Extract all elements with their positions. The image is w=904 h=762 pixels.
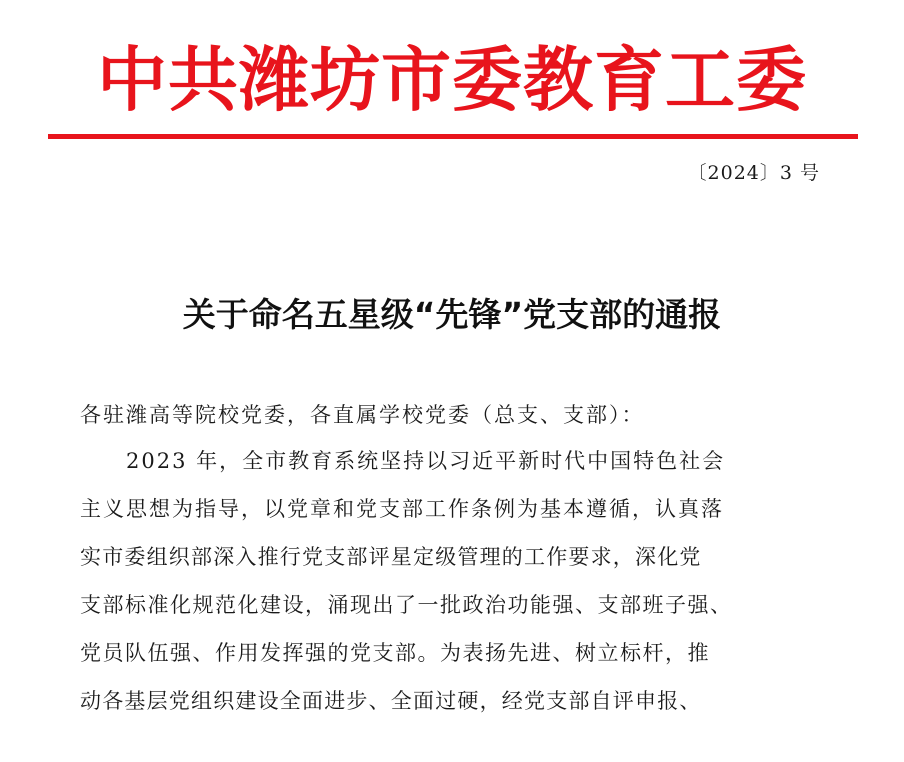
body-text-line: 动各基层党组织建设全面进步、全面过硬，经党支部自评申报、 xyxy=(80,689,702,713)
salutation: 各驻潍高等院校党委，各直属学校党委（总支、支部）： xyxy=(80,403,645,427)
body-text-line: 支部标准化规范化建设，涌现出了一批政治功能强、支部班子强、 xyxy=(80,593,733,617)
body-text-line: 主义思想为指导，以党章和党支部工作条例为基本遵循，认真落 xyxy=(80,497,724,521)
document-title: 关于命名五星级“先锋”党支部的通报 xyxy=(182,295,722,334)
body-text-line: 党员队伍强、作用发挥强的党支部。为表扬先进、树立标杆，推 xyxy=(80,641,710,665)
document-number: 〔2024〕3 号 xyxy=(687,162,820,184)
red-divider-line xyxy=(48,134,858,139)
body-text-line: 实市委组织部深入推行党支部评星定级管理的工作要求，深化党 xyxy=(80,545,702,569)
body-text-line: 2023 年，全市教育系统坚持以习近平新时代中国特色社会 xyxy=(126,449,726,473)
issuer-masthead: 中共潍坊市委教育工委 xyxy=(97,38,807,121)
